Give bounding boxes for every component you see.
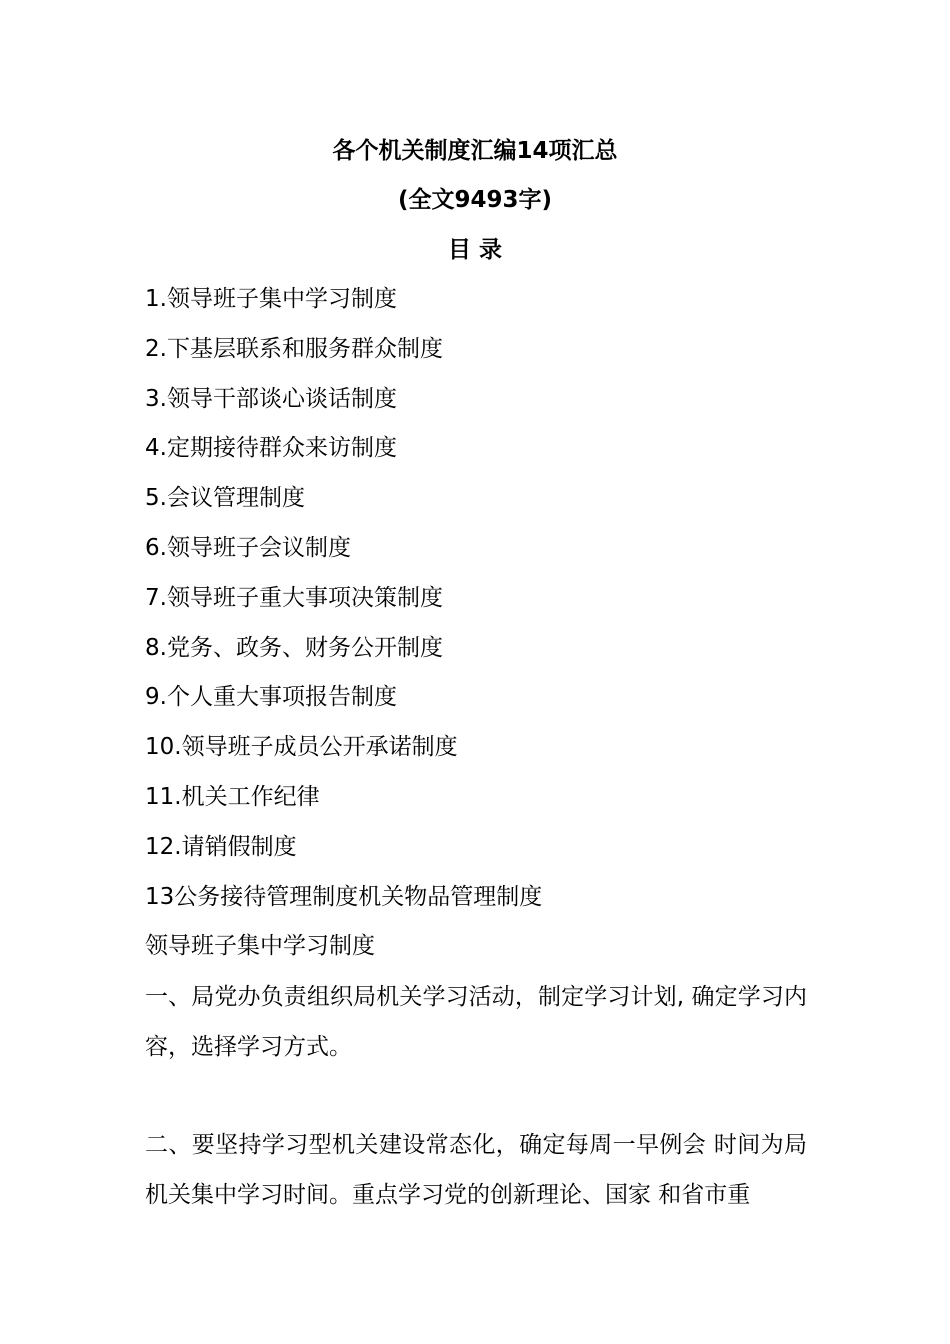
toc-item: 1.领导班子集中学习制度 [145,286,397,312]
toc-item: 6.领导班子会议制度 [145,534,351,561]
toc-item: 2.下基层联系和服务群众制度 [145,335,443,362]
toc-item: 8.党务、政务、财务公开制度 [145,634,443,661]
toc-item: 3.领导干部谈心谈话制度 [145,385,397,412]
toc-item: 5.会议管理制度 [145,485,305,512]
document-subtitle: (全文9493字) [397,187,553,213]
table-of-contents [145,282,542,929]
toc-item: 13公务接待管理制度机关物品管理制度 [145,883,543,910]
document-title: 各个机关制度汇编14项汇总 [332,138,618,164]
toc-item: 12.请销假制度 [145,833,297,860]
toc-item: 9.个人重大事项报告制度 [145,684,397,711]
toc-item: 11.机关工作纪律 [145,783,320,810]
body-paragraph: 一、局党办负责组织局机关学习活动，制定学习计划, 确定学习内容，选择学习方式。 [145,984,807,1060]
body-paragraph: 二、要坚持学习型机关建设常态化，确定每周一早例会 时间为局机关集中学习时间。重点学习党的创新理论、国家 和省市重 [145,1132,807,1208]
toc-heading: 目 录 [447,237,502,263]
section-heading: 领导班子集中学习制度 [145,933,375,959]
toc-item: 4.定期接待群众来访制度 [145,435,397,462]
toc-item: 7.领导班子重大事项决策制度 [145,584,443,611]
toc-item: 10.领导班子成员公开承诺制度 [145,734,458,761]
